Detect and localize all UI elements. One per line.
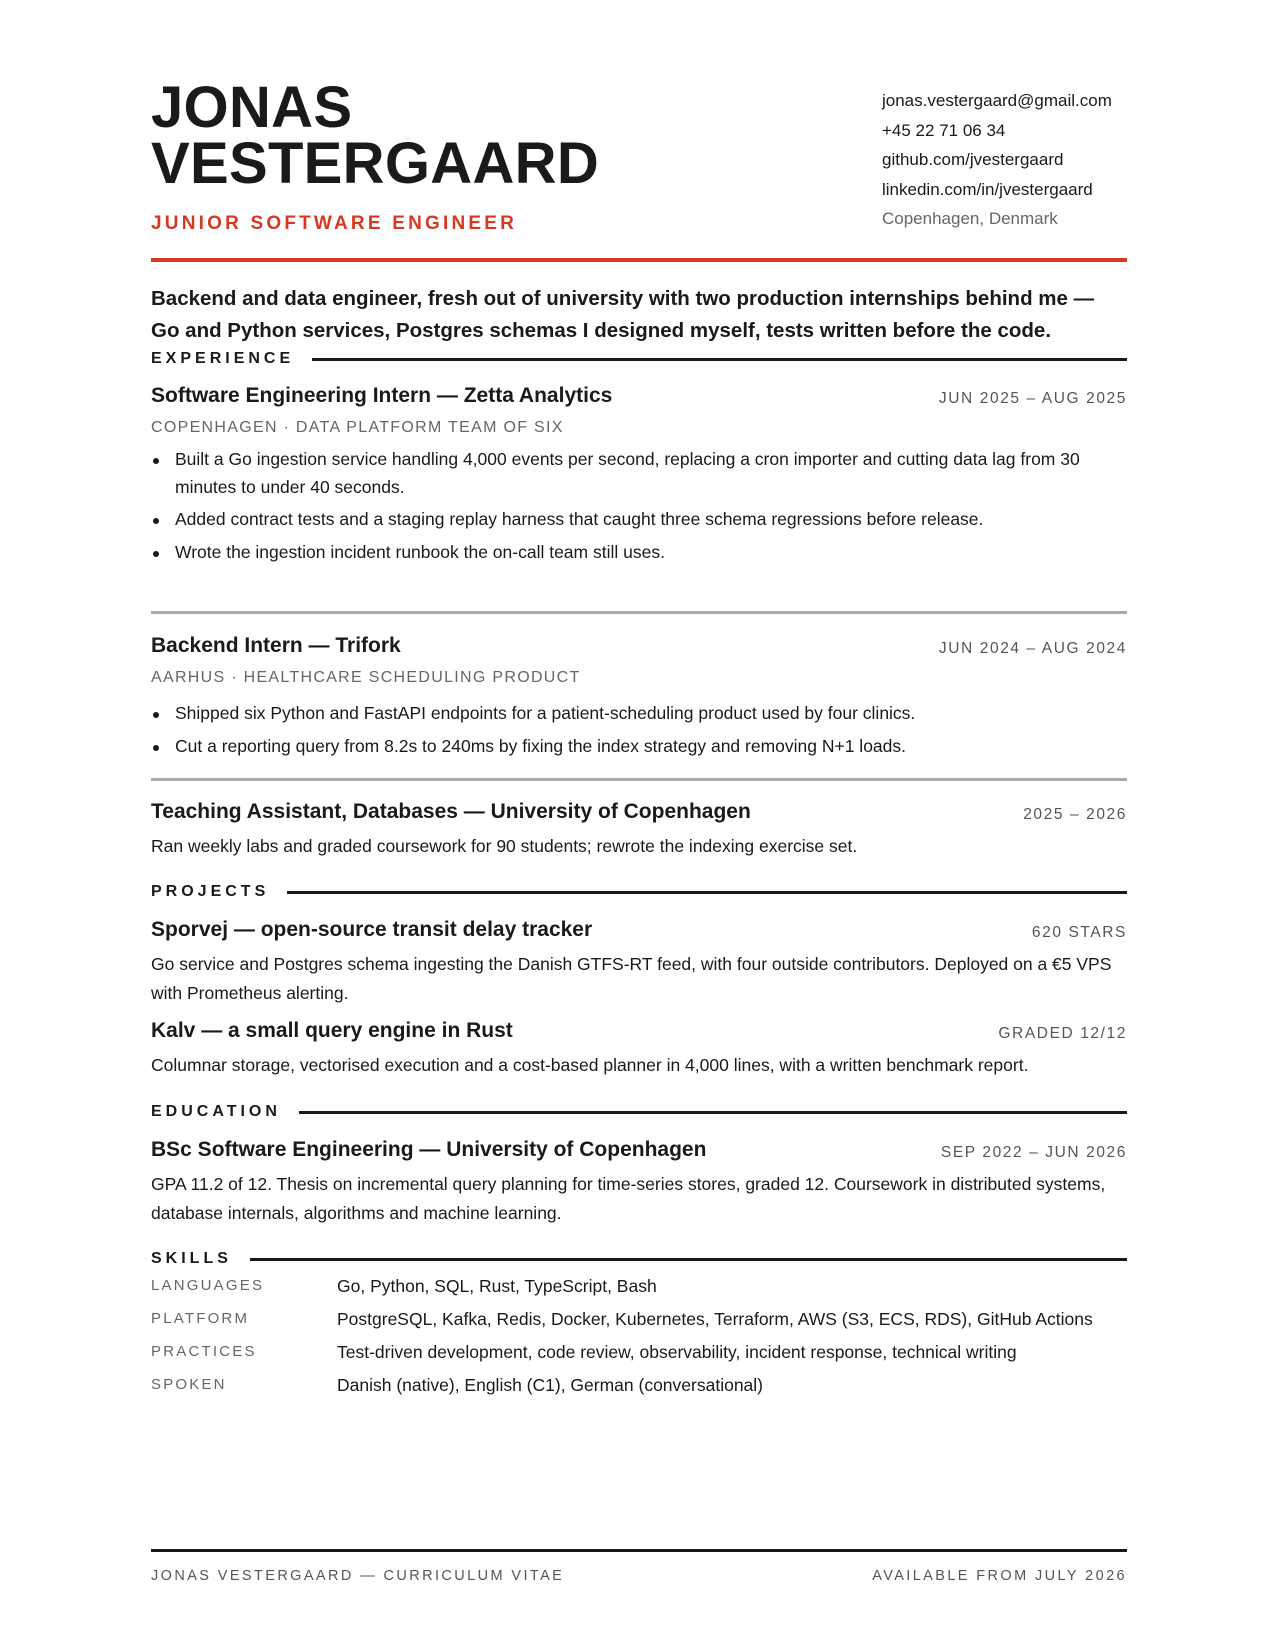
bullet-list	[151, 700, 1127, 765]
name-line-first: JONAS	[151, 75, 353, 140]
section-divider	[299, 1111, 1127, 1114]
entry-dates: JUN 2025 – AUG 2025	[938, 390, 1127, 407]
skill-values: PostgreSQL, Kafka, Redis, Docker, Kubernetes, Terraform, AWS (S3, ECS, RDS), GitHub Actions	[337, 1309, 1093, 1329]
section-divider	[287, 891, 1127, 894]
name-line-last: VESTERGAARD	[151, 131, 600, 196]
bullet-item: Added contract tests and a staging replay harness that caught three schema regressions before release.	[151, 506, 1127, 534]
entry-divider	[151, 611, 1127, 614]
section-divider	[312, 358, 1127, 361]
skill-row	[151, 1305, 1127, 1333]
skill-row	[151, 1338, 1127, 1366]
skill-values: Go, Python, SQL, Rust, TypeScript, Bash	[337, 1276, 657, 1296]
skill-category: LANGUAGES	[151, 1277, 265, 1294]
section-divider	[250, 1258, 1127, 1261]
entry-dates: 2025 – 2026	[1023, 806, 1127, 823]
entry-subtitle: AARHUS · HEALTHCARE SCHEDULING PRODUCT	[151, 669, 581, 686]
entry-description: Ran weekly labs and graded coursework for 90 students; rewrote the indexing exercise set.	[151, 836, 858, 856]
project-meta: 620 STARS	[1031, 924, 1127, 941]
bullet-item: Cut a reporting query from 8.2s to 240ms by fixing the index strategy and removing N+1 loads.	[151, 733, 1127, 761]
entry-dates: SEP 2022 – JUN 2026	[940, 1144, 1127, 1161]
contact-github[interactable]: github.com/jvestergaard	[882, 150, 1064, 169]
section-heading-skills	[151, 1249, 1127, 1269]
skill-values: Danish (native), English (C1), German (conversational)	[337, 1375, 763, 1395]
section-heading-experience	[151, 349, 1127, 369]
contact-phone[interactable]: +45 22 71 06 34	[882, 120, 1006, 140]
section-label: EXPERIENCE	[151, 350, 295, 367]
entry-description: Go service and Postgres schema ingesting the Danish GTFS-RT feed, with four outside contributors. Deployed on a €5 VPS with Prometheus alerting.	[151, 954, 1112, 1003]
candidate-name	[151, 75, 600, 196]
contact-linkedin[interactable]: linkedin.com/in/jvestergaard	[882, 179, 1093, 199]
entry-description: GPA 11.2 of 12. Thesis on incremental query planning for time-series stores, graded 12. Coursework in distributed systems, database internals, algorithms and machine learning.	[151, 1174, 1106, 1223]
contact-block	[882, 86, 1132, 234]
contact-email[interactable]: jonas.vestergaard@gmail.com	[882, 91, 1112, 110]
footer-divider	[151, 1549, 1127, 1552]
entry-title: Kalv — a small query engine in Rust	[151, 1019, 513, 1042]
bullet-item: Shipped six Python and FastAPI endpoints for a patient-scheduling product used by four clinics.	[151, 700, 1127, 728]
skill-row	[151, 1371, 1127, 1399]
entry-subtitle: COPENHAGEN · DATA PLATFORM TEAM OF SIX	[151, 419, 564, 436]
resume-page	[151, 0, 1127, 1650]
skill-category: PRACTICES	[151, 1343, 257, 1360]
contact-location: Copenhagen, Denmark	[882, 209, 1058, 228]
entry-description: Columnar storage, vectorised execution and a cost-based planner in 4,000 lines, with a written benchmark report.	[151, 1055, 1029, 1075]
footer-left-text: JONAS VESTERGAARD — CURRICULUM VITAE	[151, 1568, 565, 1584]
bullet-list	[151, 446, 1127, 571]
entry-title: Backend Intern — Trifork	[151, 634, 401, 657]
entry-divider	[151, 778, 1127, 781]
skill-category: PLATFORM	[151, 1310, 250, 1327]
entry-title: Teaching Assistant, Databases — University of Copenhagen	[151, 800, 751, 823]
skill-row	[151, 1272, 1127, 1300]
section-heading-projects	[151, 882, 1127, 902]
footer-right-text: AVAILABLE FROM JULY 2026	[872, 1568, 1127, 1584]
entry-title: Software Engineering Intern — Zetta Analytics	[151, 384, 613, 407]
header-accent-divider	[151, 258, 1127, 262]
skills-table	[151, 1272, 1127, 1404]
resume-header	[151, 75, 1127, 260]
entry-dates: JUN 2024 – AUG 2024	[938, 640, 1127, 657]
section-label: PROJECTS	[151, 883, 270, 900]
skill-category: SPOKEN	[151, 1376, 227, 1393]
section-label: EDUCATION	[151, 1103, 281, 1120]
entry-title: Sporvej — open-source transit delay tracker	[151, 918, 593, 941]
section-heading-education	[151, 1102, 1127, 1122]
bullet-item: Wrote the ingestion incident runbook the on-call team still uses.	[151, 539, 1127, 567]
bullet-item: Built a Go ingestion service handling 4,000 events per second, replacing a cron importer and cutting data lag from 30 minutes to under 40 seconds.	[151, 446, 1127, 501]
entry-title: BSc Software Engineering — University of Copenhagen	[151, 1138, 707, 1161]
project-meta: GRADED 12/12	[998, 1025, 1127, 1042]
section-label: SKILLS	[151, 1250, 232, 1267]
job-title: JUNIOR SOFTWARE ENGINEER	[151, 213, 518, 234]
summary: Backend and data engineer, fresh out of university with two production internships behind me — Go and Python services, Postgres schemas I designed myself, tests written before the code.	[151, 287, 1095, 342]
skill-values: Test-driven development, code review, observability, incident response, technical writing	[337, 1342, 1017, 1362]
